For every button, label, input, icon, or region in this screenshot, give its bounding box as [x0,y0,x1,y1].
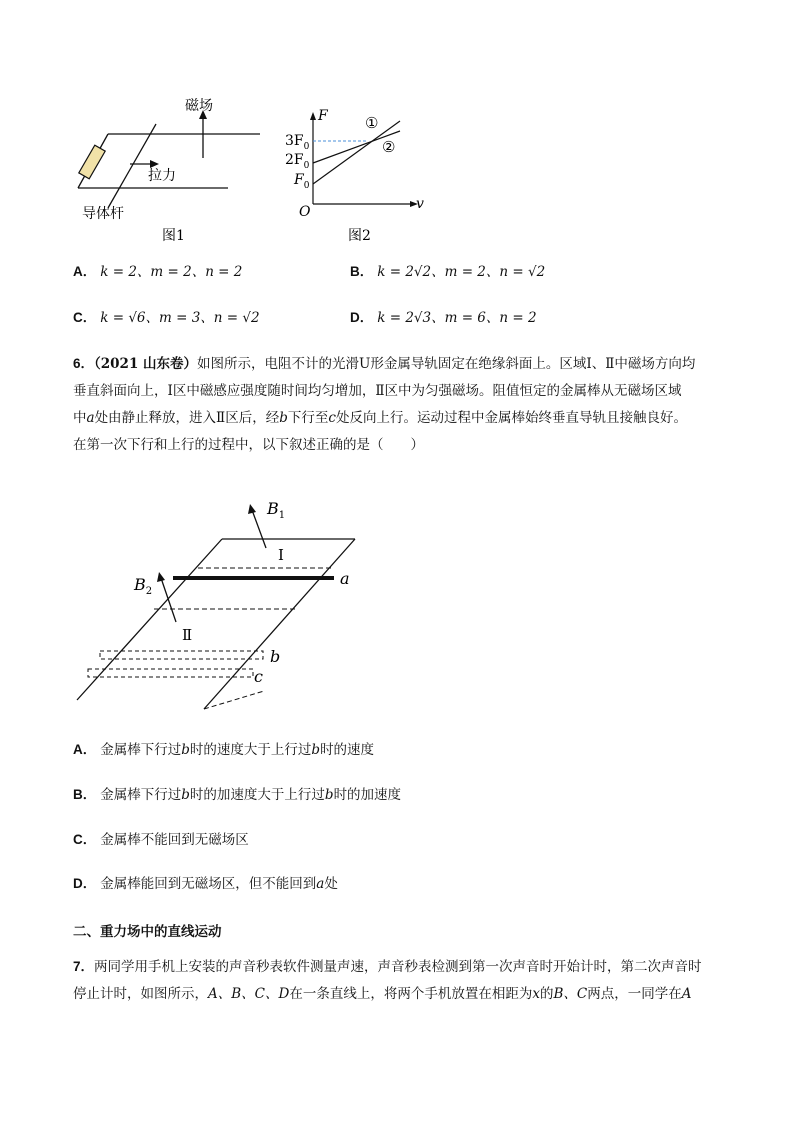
fig3-B1-label: $B_1$ [267,499,286,521]
figure-3-rails [70,490,370,720]
q6-source: （2021 山东卷） [94,356,198,372]
fig2-tick-3F0: $3F_0$ [285,133,310,152]
q5-option-b[interactable]: B． k = 2√2、m = 2、n = √2 [350,264,546,280]
figure-1 [68,92,268,242]
fig3-point-a-label: a [340,569,350,588]
fig2-caption: 图2 [348,228,371,244]
q5-option-c[interactable]: C． k = √6、m = 3、n = √2 [73,310,260,326]
fig1-pull-label: 拉力 [148,168,176,184]
fig2-origin-label: O [299,204,311,220]
q6-stem: 6．（2021 山东卷）如图所示，电阻不计的光滑U形金属导轨固定在绝缘斜面上。区域Ⅰ、Ⅱ中磁场方向均 垂直斜面向上，Ⅰ区中磁感应强度随时间均匀增加，Ⅱ区中为匀强磁场。阻值恒定的金属棒从无磁场区域 中a处由静止释放，进入Ⅱ区后，经b下行至c处反向上行。运动过程中金属棒始终垂直导轨且接触良好。 在第一次下行和上行的过程中，以下叙述正确的是（ ） [73,356,696,453]
fig3-point-b-label: b [270,647,281,666]
q6-option-b[interactable]: B． 金属棒下行过b时的加速度大于上行过b时的加速度 [73,787,402,803]
fig2-line1-label: ① [365,114,379,132]
fig3-point-c-label: c [254,667,263,686]
q5-option-d[interactable]: D． k = 2√3、m = 6、n = 2 [350,310,537,326]
q7-stem: 7．两同学用手机上安装的声音秒表软件测量声速，声音秒表检测到第一次声音时开始计时，第二次声音时 停止计时，如图所示，A、B、C、D在一条直线上，将两个手机放置在相距为x的B、C两点，一同学在A [73,959,702,1002]
fig2-line2-label: ② [382,138,396,156]
fig1-rod-label: 导体杆 [82,206,124,222]
fig3-region-2-label: Ⅱ [182,626,193,644]
fig2-axis-x-label: v [416,196,424,212]
fig3-region-1-label: Ⅰ [278,546,284,564]
q6-option-a[interactable]: A． 金属棒下行过b时的速度大于上行过b时的速度 [73,742,375,758]
fig1-field-label: 磁场 [185,98,213,114]
fig3-B2-label: $B_2$ [134,575,153,597]
q7-number: 7． [73,959,95,974]
fig2-axis-y-label: F [318,108,328,124]
fig2-tick-2F0: $2F_0$ [285,152,310,171]
fig1-caption: 图1 [162,228,185,242]
fig2-tick-F0: $F_0$ [294,172,310,191]
section-heading: 二、重力场中的直线运动 [73,924,222,939]
q6-option-c[interactable]: C． 金属棒不能回到无磁场区 [73,832,249,848]
q6-number: 6． [73,356,95,371]
q5-option-a[interactable]: A． k = 2、m = 2、n = 2 [73,264,243,280]
figure-2 [280,104,430,244]
q6-option-d[interactable]: D． 金属棒能回到无磁场区，但不能回到a处 [73,876,338,892]
